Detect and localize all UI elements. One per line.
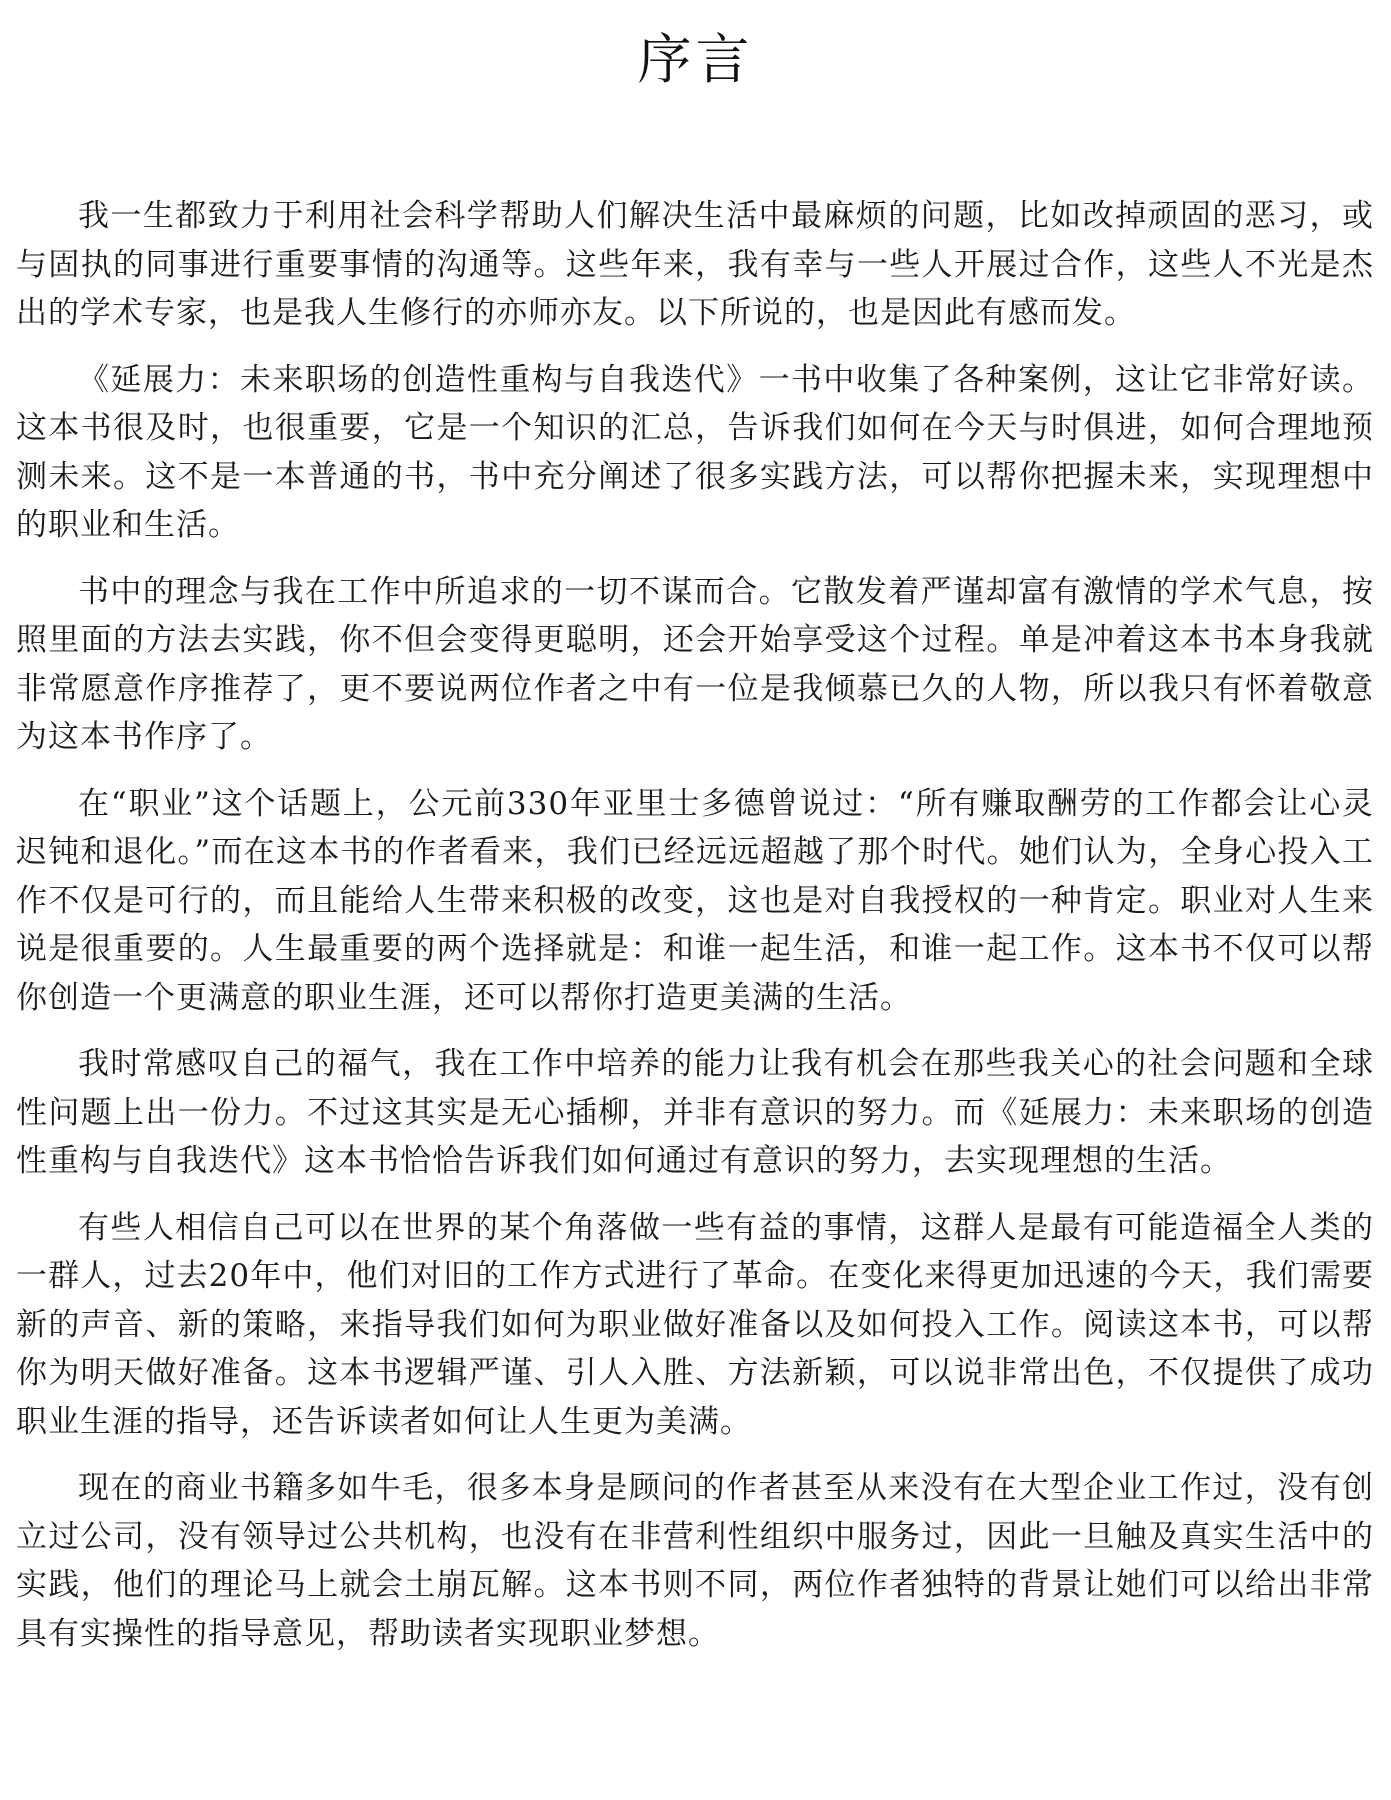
paragraph: 我时常感叹自己的福气，我在工作中培养的能力让我有机会在那些我关心的社会问题和全球性问题上出一份力。不过这其实是无心插柳，并非有意识的努力。而《延展力：未来职场的创造性重构与自我迭代》这本书恰恰告诉我们如何通过有意识的努力，去实现理想的生活。	[16, 1046, 1374, 1179]
paragraph: 现在的商业书籍多如牛毛，很多本身是顾问的作者甚至从来没有在大型企业工作过，没有创立过公司，没有领导过公共机构，也没有在非营利性组织中服务过，因此一旦触及真实生活中的实践，他们的理论马上就会土崩瓦解。这本书则不同，两位作者独特的背景让她们可以给出非常具有实操性的指导意见，帮助读者实现职业梦想。	[16, 1470, 1374, 1652]
body-text	[16, 192, 1374, 1676]
paragraph: 我一生都致力于利用社会科学帮助人们解决生活中最麻烦的问题，比如改掉顽固的恶习，或与固执的同事进行重要事情的沟通等。这些年来，我有幸与一些人开展过合作，这些人不光是杰出的学术专家，也是我人生修行的亦师亦友。以下所说的，也是因此有感而发。	[16, 198, 1374, 331]
paragraph: 书中的理念与我在工作中所追求的一切不谋而合。它散发着严谨却富有激情的学术气息，按照里面的方法去实践，你不但会变得更聪明，还会开始享受这个过程。单是冲着这本书本身我就非常愿意作序推荐了，更不要说两位作者之中有一位是我倾慕已久的人物，所以我只有怀着敬意为这本书作序了。	[16, 573, 1374, 755]
paragraph: 《延展力：未来职场的创造性重构与自我迭代》一书中收集了各种案例，这让它非常好读。这本书很及时，也很重要，它是一个知识的汇总，告诉我们如何在今天与时俱进，如何合理地预测未来。这不是一本普通的书，书中充分阐述了很多实践方法，可以帮你把握未来，实现理想中的职业和生活。	[16, 361, 1374, 543]
page-title: 序言	[637, 28, 754, 91]
paragraph: 在“职业”这个话题上，公元前330年亚里士多德曾说过：“所有赚取酬劳的工作都会让心灵迟钝和退化。”而在这本书的作者看来，我们已经远远超越了那个时代。她们认为，全身心投入工作不仅是可行的，而且能给人生带来积极的改变，这也是对自我授权的一种肯定。职业对人生来说是很重要的。人生最重要的两个选择就是：和谁一起生活，和谁一起工作。这本书不仅可以帮你创造一个更满意的职业生涯，还可以帮你打造更美满的生活。	[16, 785, 1374, 1016]
paragraph: 有些人相信自己可以在世界的某个角落做一些有益的事情，这群人是最有可能造福全人类的一群人，过去20年中，他们对旧的工作方式进行了革命。在变化来得更加迅速的今天，我们需要新的声音、新的策略，来指导我们如何为职业做好准备以及如何投入工作。阅读这本书，可以帮你为明天做好准备。这本书逻辑严谨、引人入胜、方法新颖，可以说非常出色，不仅提供了成功职业生涯的指导，还告诉读者如何让人生更为美满。	[16, 1209, 1374, 1440]
